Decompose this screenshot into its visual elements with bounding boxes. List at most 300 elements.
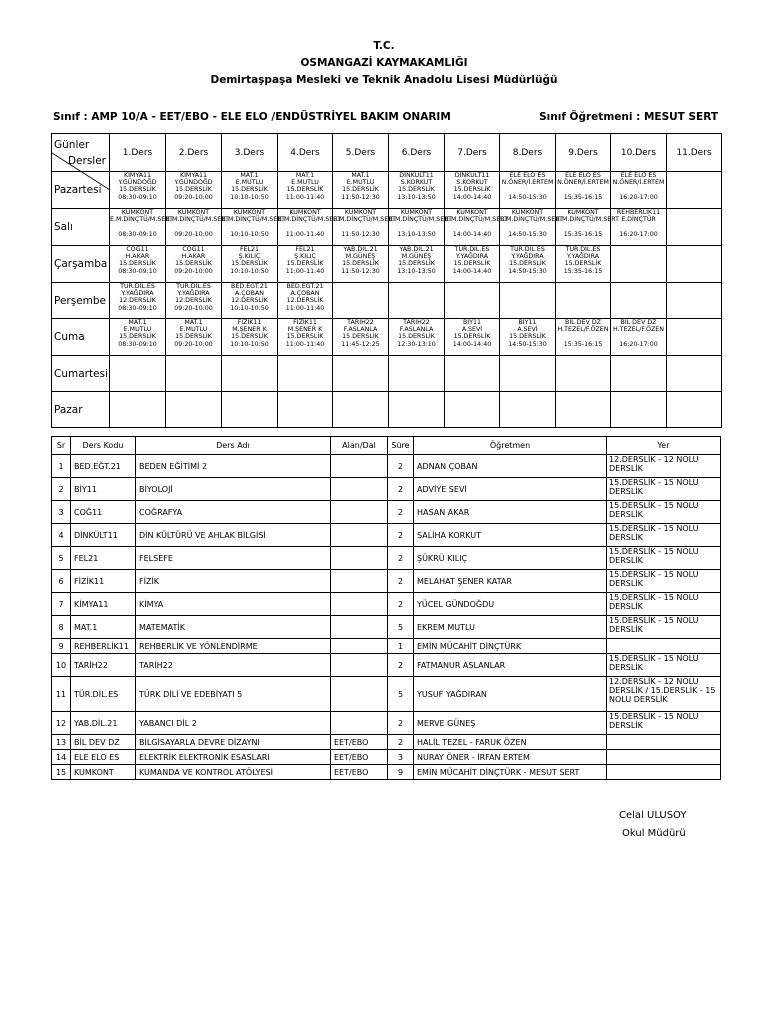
lesson-code: DİNKÜLT11 (454, 172, 490, 179)
lesson-time: 08:30-09:10 (118, 193, 157, 201)
lesson-teacher: Y.YAĞDIRA (177, 290, 210, 298)
course-place: 12.DERSLİK - 12 NOLU DERSLİK (607, 455, 721, 478)
lesson-cell (556, 283, 611, 319)
lesson-cell (667, 209, 722, 246)
lesson-room (166, 223, 221, 230)
course-list-header (52, 437, 721, 455)
lesson-cell (166, 356, 222, 392)
course-name: TARİH22 (136, 654, 331, 677)
course-name: YABANCI DİL 2 (136, 712, 331, 735)
lesson-teacher: A.ÇOBAN (290, 290, 320, 298)
lesson-cell (611, 356, 667, 392)
lesson-code: TÜR.DİL.ES (565, 246, 601, 253)
course-row (52, 593, 721, 616)
course-hours: 5 (388, 616, 414, 639)
lesson-code: TÜR.DİL.ES (454, 246, 490, 253)
lesson-cell (278, 172, 333, 209)
lesson-cell (500, 246, 556, 283)
course-place: 15.DERSLİK - 15 NOLU DERSLİK (607, 616, 721, 639)
corner-label-days: Günler (54, 138, 90, 151)
lesson-cell (110, 283, 166, 319)
lesson-cell (556, 356, 611, 392)
day-row (52, 172, 722, 209)
day-name: Cumartesi (52, 356, 110, 392)
course-area: EET/EBO (331, 735, 388, 750)
course-hours: 2 (388, 547, 414, 570)
lesson-cell (278, 283, 333, 319)
period-header: 3.Ders (222, 134, 278, 172)
lesson-teacher: M.ŞENER K (287, 326, 323, 334)
timetable-corner (52, 134, 110, 172)
lesson-cell (110, 172, 166, 209)
lesson-cell (166, 392, 222, 428)
lesson-cell (611, 319, 667, 356)
header-place: Yer (607, 437, 721, 455)
lesson-time: 14:50-15:30 (508, 230, 547, 238)
lesson-cell (556, 172, 611, 209)
day-name: Salı (52, 209, 110, 246)
lesson-teacher: H.TEZEL/F.ÖZEN (613, 326, 664, 334)
lesson-teacher: E.M.DİNÇTÜ/M.SERT (222, 216, 285, 224)
lesson-cell (445, 392, 500, 428)
lesson-cell (611, 283, 667, 319)
day-name: Cuma (52, 319, 110, 356)
lesson-room: 15.DERSLİK (231, 260, 268, 268)
course-place: 15.DERSLİK - 15 NOLU DERSLİK (607, 593, 721, 616)
day-row (52, 283, 722, 319)
course-area (331, 639, 388, 654)
lesson-code: FEL21 (295, 246, 315, 253)
lesson-code: ELE ELO ES (620, 172, 657, 179)
header-hours: Süre (388, 437, 414, 455)
course-sr: 6 (52, 570, 71, 593)
course-row (52, 712, 721, 735)
day-row (52, 246, 722, 283)
lesson-room (500, 186, 555, 193)
lesson-cell (222, 356, 278, 392)
course-area (331, 501, 388, 524)
course-teacher: ŞÜKRÜ KILIÇ (414, 547, 607, 570)
lesson-time: 11:00-11:40 (285, 230, 325, 238)
lesson-teacher: H.TEZEL/F.ÖZEN (557, 326, 609, 334)
lesson-time: 14:50-15:30 (508, 267, 547, 275)
course-place: 15.DERSLİK - 15 NOLU DERSLİK (607, 570, 721, 593)
course-place: 15.DERSLİK - 15 NOLU DERSLİK (607, 654, 721, 677)
day-row (52, 209, 722, 246)
lesson-cell (445, 209, 508, 246)
lesson-cell (110, 356, 166, 392)
course-hours: 2 (388, 593, 414, 616)
lesson-time: 14:50-15:30 (508, 340, 547, 348)
lesson-time: 13:10-13:50 (397, 230, 436, 238)
period-header: 11.Ders (667, 134, 722, 172)
day-row (52, 319, 722, 356)
course-name: ELEKTRİK ELEKTRONİK ESASLARI (136, 750, 331, 765)
lesson-time: 10:10-10:50 (230, 340, 269, 348)
lesson-time: 10:10-10:50 (230, 267, 269, 275)
course-place (607, 735, 721, 750)
course-row (52, 677, 721, 712)
course-hours: 3 (388, 750, 414, 765)
lesson-cell (500, 172, 556, 209)
lesson-cell (389, 319, 445, 356)
lesson-cell (333, 356, 389, 392)
day-name: Pazartesi (52, 172, 110, 209)
course-hours: 5 (388, 677, 414, 712)
period-header: 9.Ders (556, 134, 611, 172)
course-place (607, 639, 721, 654)
lesson-room (278, 223, 332, 230)
header-area: Alan/Dal (331, 437, 388, 455)
course-row (52, 478, 721, 501)
course-hours: 2 (388, 735, 414, 750)
course-code: DİNKÜLT11 (71, 524, 136, 547)
lesson-time: 11:00-11:40 (285, 340, 325, 348)
course-area (331, 478, 388, 501)
lesson-code: MAT.1 (128, 319, 147, 326)
lesson-cell (389, 356, 445, 392)
lesson-code: KUMKONT (456, 209, 488, 216)
course-code: BİL DEV DZ (71, 735, 136, 750)
lesson-cell (611, 209, 667, 246)
course-row (52, 524, 721, 547)
lesson-code: TÜR.DİL.ES (510, 246, 545, 253)
course-row (52, 501, 721, 524)
lesson-cell (110, 209, 173, 246)
lesson-room: 15.DERSLİK (453, 333, 491, 341)
course-area: EET/EBO (331, 750, 388, 765)
lesson-time: 12:30-13:10 (397, 340, 436, 348)
lesson-code: BİL DEV DZ (565, 319, 601, 326)
lesson-room: 15.DERSLİK (509, 260, 546, 268)
course-code: TARİH22 (71, 654, 136, 677)
lesson-teacher: E.M.DİNÇTÜ/M.SERT (333, 216, 396, 224)
lesson-cell (445, 246, 500, 283)
lesson-cell (333, 209, 396, 246)
period-header: 10.Ders (611, 134, 667, 172)
lesson-code: ELE ELO ES (565, 172, 601, 179)
lesson-teacher: E.M.DİNÇTÜ/M.SERT (389, 216, 452, 224)
lesson-time: 08:30-09:10 (118, 304, 157, 312)
corner-label-lessons: Dersler (67, 154, 106, 167)
lesson-cell (500, 209, 563, 246)
lesson-cell (556, 319, 611, 356)
header-sr: Sr (52, 437, 71, 455)
period-header: 8.Ders (500, 134, 556, 172)
course-code: ELE ELO ES (71, 750, 136, 765)
class-info: Sınıf : AMP 10/A - EET/EBO - ELE ELO /ENDÜSTRİYEL BAKIM ONARIM (53, 111, 451, 123)
lesson-code: TARİH22 (347, 319, 374, 326)
course-sr: 9 (52, 639, 71, 654)
lesson-time: 08:30-09:10 (118, 340, 157, 348)
lesson-cell (667, 392, 722, 428)
course-hours: 2 (388, 455, 414, 478)
lesson-room: 12.DERSLİK (119, 297, 156, 305)
lesson-room: 15.DERSLİK (342, 333, 379, 341)
lesson-room (556, 223, 610, 230)
header-code: Ders Kodu (71, 437, 136, 455)
course-hours: 2 (388, 524, 414, 547)
lesson-code: YAB.DİL.21 (343, 246, 378, 253)
course-teacher: NURAY ÖNER - İRFAN ERTEM (414, 750, 607, 765)
course-hours: 2 (388, 654, 414, 677)
lesson-cell (222, 392, 278, 428)
day-row (52, 392, 722, 428)
lesson-cell (222, 246, 278, 283)
lesson-code: TÜR.DİL.ES (176, 283, 211, 290)
course-place: 15.DERSLİK - 15 NOLU DERSLİK (607, 501, 721, 524)
lesson-room (500, 223, 555, 230)
lesson-time: 15:35-16:15 (563, 340, 603, 348)
lesson-time: 09:20-10:00 (174, 230, 213, 238)
course-code: KUMKONT (71, 765, 136, 780)
lesson-cell (445, 319, 500, 356)
lesson-cell (166, 283, 222, 319)
lesson-time: 15:35-16:15 (563, 267, 603, 275)
lesson-cell (278, 392, 333, 428)
lesson-teacher: E.M.DİNÇTÜ/M.SERT (166, 216, 229, 224)
lesson-code: COĞ11 (126, 246, 149, 253)
course-sr: 7 (52, 593, 71, 616)
course-hours: 2 (388, 501, 414, 524)
course-hours: 2 (388, 570, 414, 593)
lesson-teacher: F.ASLANLA (399, 326, 434, 334)
course-name: FELSEFE (136, 547, 331, 570)
lesson-cell (278, 246, 333, 283)
timetable (51, 133, 722, 428)
header-name: Ders Adı (136, 437, 331, 455)
course-code: FİZİK11 (71, 570, 136, 593)
lesson-teacher: N.ÖNER/İ.ERTEM (501, 179, 554, 187)
lesson-cell (500, 392, 556, 428)
lesson-code: BİY11 (462, 319, 482, 326)
lesson-cell (110, 246, 166, 283)
lesson-cell (667, 172, 722, 209)
course-hours: 1 (388, 639, 414, 654)
course-sr: 13 (52, 735, 71, 750)
lesson-room: 12.DERSLİK (286, 297, 324, 305)
lesson-cell (166, 209, 229, 246)
lesson-code: FİZİK11 (237, 319, 262, 326)
lesson-teacher: M.GÜNEŞ (345, 253, 376, 261)
lesson-code: KUMKONT (289, 209, 321, 216)
course-teacher: HALİL TEZEL - FARUK ÖZEN (414, 735, 607, 750)
lesson-teacher: Y.YAĞDIRA (566, 253, 600, 261)
lesson-time: 16:20-17:00 (619, 340, 658, 348)
course-row (52, 654, 721, 677)
lesson-cell (389, 209, 452, 246)
lesson-room (333, 223, 388, 230)
course-teacher: EMİN MÜCAHİT DİNÇTÜRK - MESUT SERT (414, 765, 607, 780)
lesson-room: 15.DERSLİK (175, 333, 212, 341)
lesson-teacher: Ş.KILIÇ (238, 253, 261, 261)
lesson-cell (389, 172, 445, 209)
course-hours: 2 (388, 478, 414, 501)
lesson-room: 15.DERSLİK (231, 333, 268, 341)
lesson-code: MAT.1 (295, 172, 315, 179)
course-code: YAB.DİL.21 (71, 712, 136, 735)
lesson-time: 08:30-09:10 (118, 230, 157, 238)
period-header: 2.Ders (166, 134, 222, 172)
lesson-room (556, 333, 610, 340)
lesson-cell (500, 356, 556, 392)
course-area (331, 593, 388, 616)
lesson-teacher: S.KORKUT (456, 179, 488, 187)
course-area (331, 547, 388, 570)
lesson-cell (278, 356, 333, 392)
lesson-room: 15.DERSLİK (175, 260, 212, 268)
lesson-teacher: E.MUTLU (291, 179, 319, 187)
lesson-time: 13:10-13:50 (397, 193, 436, 201)
lesson-teacher: E.DİNÇTÜR (621, 216, 656, 224)
course-teacher: MERVE GÜNEŞ (414, 712, 607, 735)
course-area (331, 654, 388, 677)
course-place: 15.DERSLİK - 15 NOLU DERSLİK (607, 478, 721, 501)
lesson-teacher: Y.YAĞDIRA (121, 290, 154, 298)
lesson-time: 11:00-11:40 (285, 193, 325, 201)
lesson-room: 15.DERSLİK (453, 260, 491, 268)
course-code: COĞ11 (71, 501, 136, 524)
lesson-room (611, 223, 666, 230)
course-row (52, 639, 721, 654)
course-teacher: EKREM MUTLU (414, 616, 607, 639)
lesson-room (556, 186, 610, 193)
lesson-cell (445, 172, 500, 209)
lesson-time: 16:20-17:00 (619, 230, 658, 238)
lesson-code: TÜR.DİL.ES (120, 283, 155, 290)
lesson-teacher: S.KORKUT (400, 179, 433, 187)
lesson-cell (556, 246, 611, 283)
lesson-teacher: A.SEVİ (461, 326, 483, 334)
lesson-cell (667, 246, 722, 283)
lesson-time: 13:10-13:50 (397, 267, 436, 275)
lesson-cell (611, 246, 667, 283)
lesson-teacher: F.ASLANLA (343, 326, 378, 334)
lesson-code: KUMKONT (233, 209, 266, 216)
signature-title: Okul Müdürü (622, 828, 686, 839)
lesson-room: 12.DERSLİK (231, 297, 268, 305)
lesson-teacher: Ş.KILIÇ (294, 253, 316, 261)
course-code: BED.EĞT.21 (71, 455, 136, 478)
lesson-code: DİNKÜLT11 (399, 172, 434, 179)
lesson-room: 15.DERSLİK (398, 186, 435, 194)
lesson-cell (611, 392, 667, 428)
course-teacher: HASAN AKAR (414, 501, 607, 524)
lesson-cell (556, 392, 611, 428)
lesson-cell (500, 283, 556, 319)
course-area (331, 616, 388, 639)
course-row (52, 547, 721, 570)
lesson-room (389, 223, 444, 230)
lesson-time: 14:50-15:30 (508, 193, 547, 201)
lesson-teacher: A.SEVİ (517, 326, 538, 334)
course-name: BİLGİSAYARLA DEVRE DİZAYNI (136, 735, 331, 750)
lesson-teacher: E.M.DİNÇTÜ/M.SERT (110, 216, 173, 224)
course-row (52, 570, 721, 593)
course-hours: 9 (388, 765, 414, 780)
course-area (331, 677, 388, 712)
lesson-room: 15.DERSLİK (286, 260, 324, 268)
lesson-cell (278, 209, 341, 246)
lesson-room: 15.DERSLİK (119, 260, 156, 268)
lesson-teacher: E.M.DİNÇTÜ/M.SERT (278, 216, 341, 224)
lesson-room: 15.DERSLİK (119, 333, 156, 341)
course-sr: 10 (52, 654, 71, 677)
lesson-cell (222, 319, 278, 356)
lesson-teacher: H.AKAR (125, 253, 150, 261)
lesson-cell (333, 246, 389, 283)
lesson-room: 15.DERSLİK (231, 186, 268, 194)
lesson-cell (667, 319, 722, 356)
course-name: KUMANDA VE KONTROL ATÖLYESİ (136, 765, 331, 780)
course-sr: 14 (52, 750, 71, 765)
course-teacher: EMİN MÜCAHİT DİNÇTÜRK (414, 639, 607, 654)
lesson-cell (667, 283, 722, 319)
lesson-code: KUMKONT (177, 209, 210, 216)
period-header: 4.Ders (278, 134, 333, 172)
lesson-time: 14:00-14:40 (452, 267, 492, 275)
period-header: 6.Ders (389, 134, 445, 172)
course-name: BEDEN EĞİTİMİ 2 (136, 455, 331, 478)
course-teacher: ADNAN ÇOBAN (414, 455, 607, 478)
lesson-time: 10:10-10:50 (230, 230, 269, 238)
course-teacher: SALİHA KORKUT (414, 524, 607, 547)
lesson-teacher: Y.GÜNDOĞD (174, 179, 213, 187)
day-name: Çarşamba (52, 246, 110, 283)
course-name: KİMYA (136, 593, 331, 616)
lesson-room (611, 333, 666, 340)
lesson-time: 11:45-12:25 (341, 340, 380, 348)
lesson-teacher: H.AKAR (181, 253, 206, 261)
lesson-code: FİZİK11 (293, 319, 317, 326)
timetable-header-row (52, 134, 722, 172)
period-header: 5.Ders (333, 134, 389, 172)
signature-name: Celal ULUSOY (619, 810, 687, 821)
lesson-teacher: A.ÇOBAN (235, 290, 264, 298)
lesson-code: KUMKONT (344, 209, 377, 216)
lesson-cell (110, 319, 166, 356)
lesson-cell (556, 209, 619, 246)
lesson-time: 16:20-17:00 (619, 193, 658, 201)
course-area: EET/EBO (331, 765, 388, 780)
lesson-code: BİY11 (518, 319, 537, 326)
course-code: REHBERLİK11 (71, 639, 136, 654)
course-sr: 15 (52, 765, 71, 780)
lesson-teacher: M.ŞENER K (232, 326, 267, 334)
lesson-cell (333, 283, 389, 319)
day-name: Pazar (52, 392, 110, 428)
course-name: REHBERLİK VE YÖNLENDİRME (136, 639, 331, 654)
lesson-cell (389, 283, 445, 319)
lesson-time: 09:20-10:00 (174, 304, 213, 312)
lesson-room (110, 223, 165, 230)
course-place (607, 750, 721, 765)
lesson-room: 15.DERSLİK (342, 186, 379, 194)
lesson-time: 08:30-09:10 (118, 267, 157, 275)
lesson-code: KUMKONT (567, 209, 599, 216)
lesson-cell (222, 283, 278, 319)
lesson-time: 10:10-10:50 (230, 304, 269, 312)
lesson-teacher: E.M.DİNÇTÜ/M.SERT (500, 216, 563, 224)
day-row (52, 356, 722, 392)
lesson-cell (445, 356, 500, 392)
lesson-time: 09:20-10:00 (174, 340, 213, 348)
course-hours: 2 (388, 712, 414, 735)
lesson-teacher: E.MUTLU (179, 326, 208, 334)
lesson-code: KUMKONT (511, 209, 544, 216)
course-sr: 4 (52, 524, 71, 547)
lesson-teacher: N.ÖNER/İ.ERTEM (557, 179, 609, 187)
